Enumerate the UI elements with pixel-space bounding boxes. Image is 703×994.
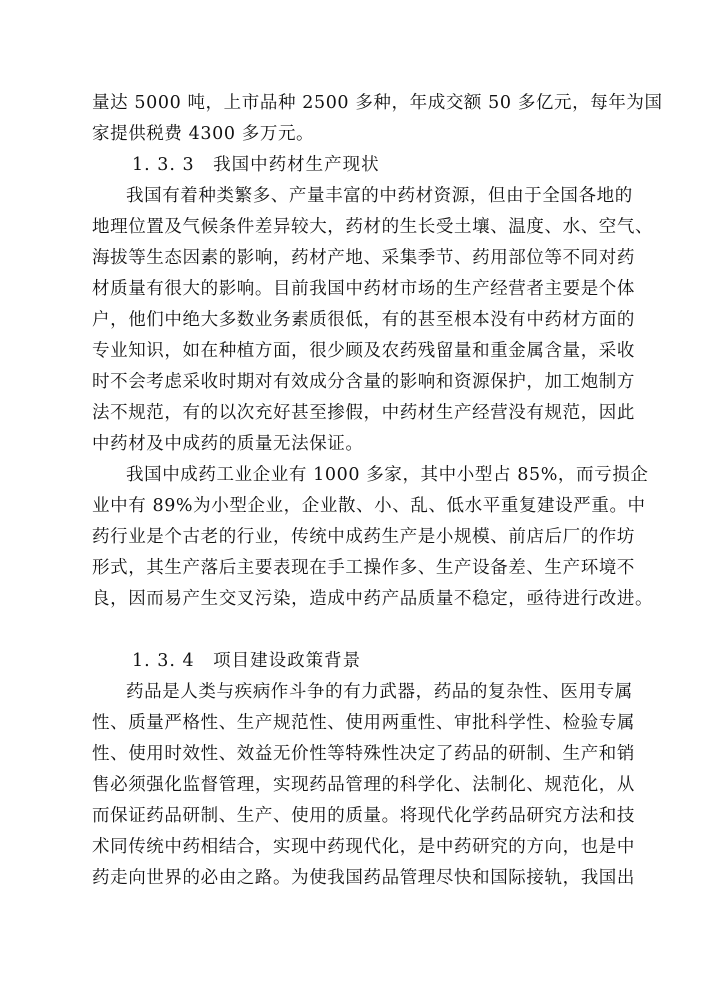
paragraph-line: 材质量有很大的影响。目前我国中药材市场的生产经营者主要是个体 [92, 279, 635, 299]
paragraph-line: 性、质量严格性、生产规范性、使用两重性、审批科学性、检验专属 [92, 713, 635, 733]
paragraph-line: 而保证药品研制、生产、使用的质量。将现代化学药品研究方法和技 [92, 806, 635, 826]
paragraph-line: 业中有 89%为小型企业，企业散、小、乱、低水平重复建设严重。中 [92, 496, 646, 516]
paragraph-line: 时不会考虑采收时期对有效成分含量的影响和资源保护，加工炮制方 [92, 372, 635, 392]
paragraph-line: 中药材及中成药的质量无法保证。 [92, 434, 364, 454]
paragraph-line: 良，因而易产生交叉污染，造成中药产品质量不稳定，亟待进行改进。 [92, 589, 654, 609]
paragraph-line: 户，他们中绝大多数业务素质很低，有的甚至根本没有中药材方面的 [92, 310, 635, 330]
paragraph-line: 性、使用时效性、效益无价性等特殊性决定了药品的研制、生产和销 [92, 744, 635, 764]
paragraph-line: 法不规范，有的以次充好甚至掺假，中药材生产经营没有规范，因此 [92, 403, 635, 423]
paragraph-line: 地理位置及气候条件差异较大，药材的生长受土壤、温度、水、空气、 [92, 217, 654, 237]
paragraph-line: 海拔等生态因素的影响，药材产地、采集季节、药用部位等不同对药 [92, 248, 635, 268]
section-heading-1-3-4: 1. 3. 4 项目建设政策背景 [132, 651, 362, 671]
paragraph-line: 药走向世界的必由之路。为使我国药品管理尽快和国际接轨，我国出 [92, 868, 635, 888]
paragraph-line: 专业知识，如在种植方面，很少顾及农药残留量和重金属含量，采收 [92, 341, 635, 361]
section-heading-1-3-3: 1. 3. 3 我国中药材生产现状 [132, 155, 380, 175]
paragraph-line: 药品是人类与疾病作斗争的有力武器，药品的复杂性、医用专属 [126, 682, 633, 702]
paragraph-line: 我国有着种类繁多、产量丰富的中药材资源，但由于全国各地的 [126, 186, 633, 206]
paragraph-line: 我国中成药工业企业有 1000 多家，其中小型占 85%，而亏损企 [126, 465, 649, 485]
paragraph-line: 药行业是个古老的行业，传统中成药生产是小规模、前店后厂的作坊 [92, 527, 635, 547]
intro-paragraph-line: 家提供税费 4300 多万元。 [92, 124, 315, 144]
paragraph-line: 售必须强化监督管理，实现药品管理的科学化、法制化、规范化，从 [92, 775, 635, 795]
paragraph-line: 形式，其生产落后主要表现在手工操作多、生产设备差、生产环境不 [92, 558, 635, 578]
intro-paragraph-line: 量达 5000 吨，上市品种 2500 多种，年成交额 50 多亿元，每年为国 [92, 93, 663, 113]
paragraph-line: 术同传统中药相结合，实现中药现代化，是中药研究的方向，也是中 [92, 837, 635, 857]
